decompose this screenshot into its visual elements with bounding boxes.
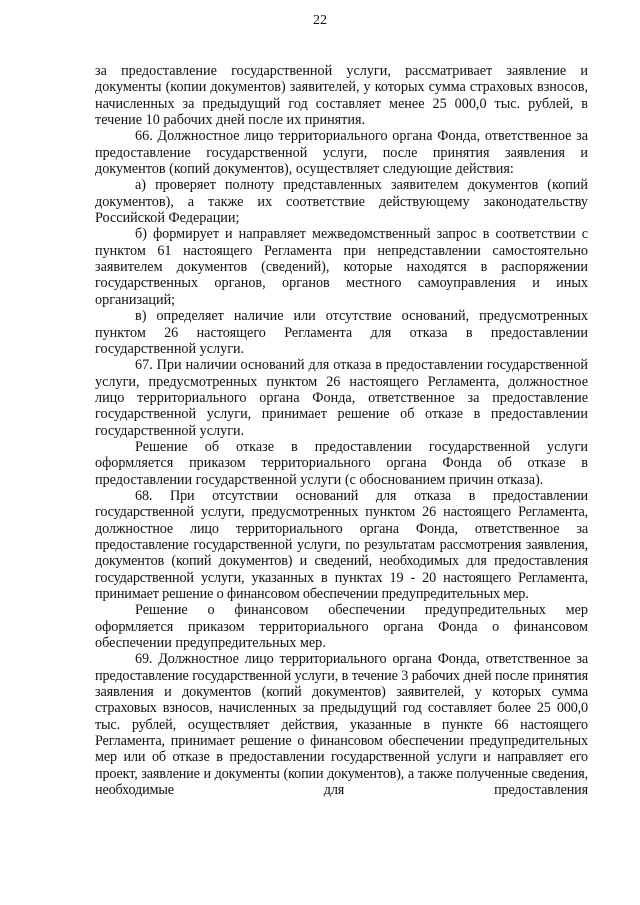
- paragraph-66-v: в) определяет наличие или отсутствие оснований, предусмотренных пунктом 26 настоящего Регламента для отказа в предоставлении государственной услуги.: [95, 308, 588, 357]
- paragraph-67: 67. При наличии оснований для отказа в предоставлении государственной услуги, предусмотренных пунктом 26 настоящего Регламента, должностное лицо территориального органа Фонда, ответственное за предоставление государственной услуги, принимает решение об отказе в предоставлении государственной услуги.: [95, 357, 588, 439]
- paragraph-66-b: б) формирует и направляет межведомственный запрос в соответствии с пунктом 61 настоящего Регламента при непредставлении самостоятельно заявителем документов (сведений), которые находятся в распоряжении государственных органов, органов местного самоуправления и иных организаций;: [95, 226, 588, 308]
- paragraph-68-decision: Решение о финансовом обеспечении предупредительных мер оформляется приказом территориального органа Фонда о финансовом обеспечении предупредительных мер.: [95, 602, 588, 652]
- paragraph-66-a: а) проверяет полноту представленных заявителем документов (копий документов), а также их соответствие действующему законодательству Российской Федерации;: [95, 177, 588, 227]
- document-body: [95, 63, 588, 798]
- paragraph-69: 69. Должностное лицо территориального органа Фонда, ответственное за предоставление государственной услуги, в течение 3 рабочих дней после принятия заявления и документов (копий документов) заявителей, у которых сумма страховых взносов, начисленных за предыдущий год составляет более 25 000,0 тыс. рублей, осуществляет действия, указанные в пункте 66 настоящего Регламента, принимает решение о финансовом обеспечении предупредительных мер или об отказе в предоставлении государственной услуги и направляет его проект, заявление и документы (копии документов), а также полученные сведения, необходимые для предоставления: [95, 651, 588, 799]
- page-number: 22: [313, 13, 327, 28]
- paragraph-continuation: за предоставление государственной услуги, рассматривает заявление и документы (копии документов) заявителей, у которых сумма страховых взносов, начисленных за предыдущий год составляет менее 25 000,0 тыс. рублей, в течение 10 рабочих дней после их принятия.: [95, 63, 588, 129]
- paragraph-66: 66. Должностное лицо территориального органа Фонда, ответственное за предоставление государственной услуги, после принятия заявления и документов (копий документов), осуществляет следующие действия:: [95, 128, 588, 178]
- paragraph-67-decision: Решение об отказе в предоставлении государственной услуги оформляется приказом территориального органа Фонда об отказе в предоставлении государственной услуги (с обоснованием причин отказа).: [95, 438, 588, 488]
- paragraph-68: 68. При отсутствии оснований для отказа в предоставлении государственной услуги, предусмотренных пунктом 26 настоящего Регламента, должностное лицо территориального органа Фонда, ответственное за предоставление государственной услуги, по результатам рассмотрения заявления, документов (копий документов) и сведений, необходимых для предоставления государственной услуги, указанных в пунктах 19 - 20 настоящего Регламента, принимает решение о финансовом обеспечении предупредительных мер.: [95, 487, 588, 602]
